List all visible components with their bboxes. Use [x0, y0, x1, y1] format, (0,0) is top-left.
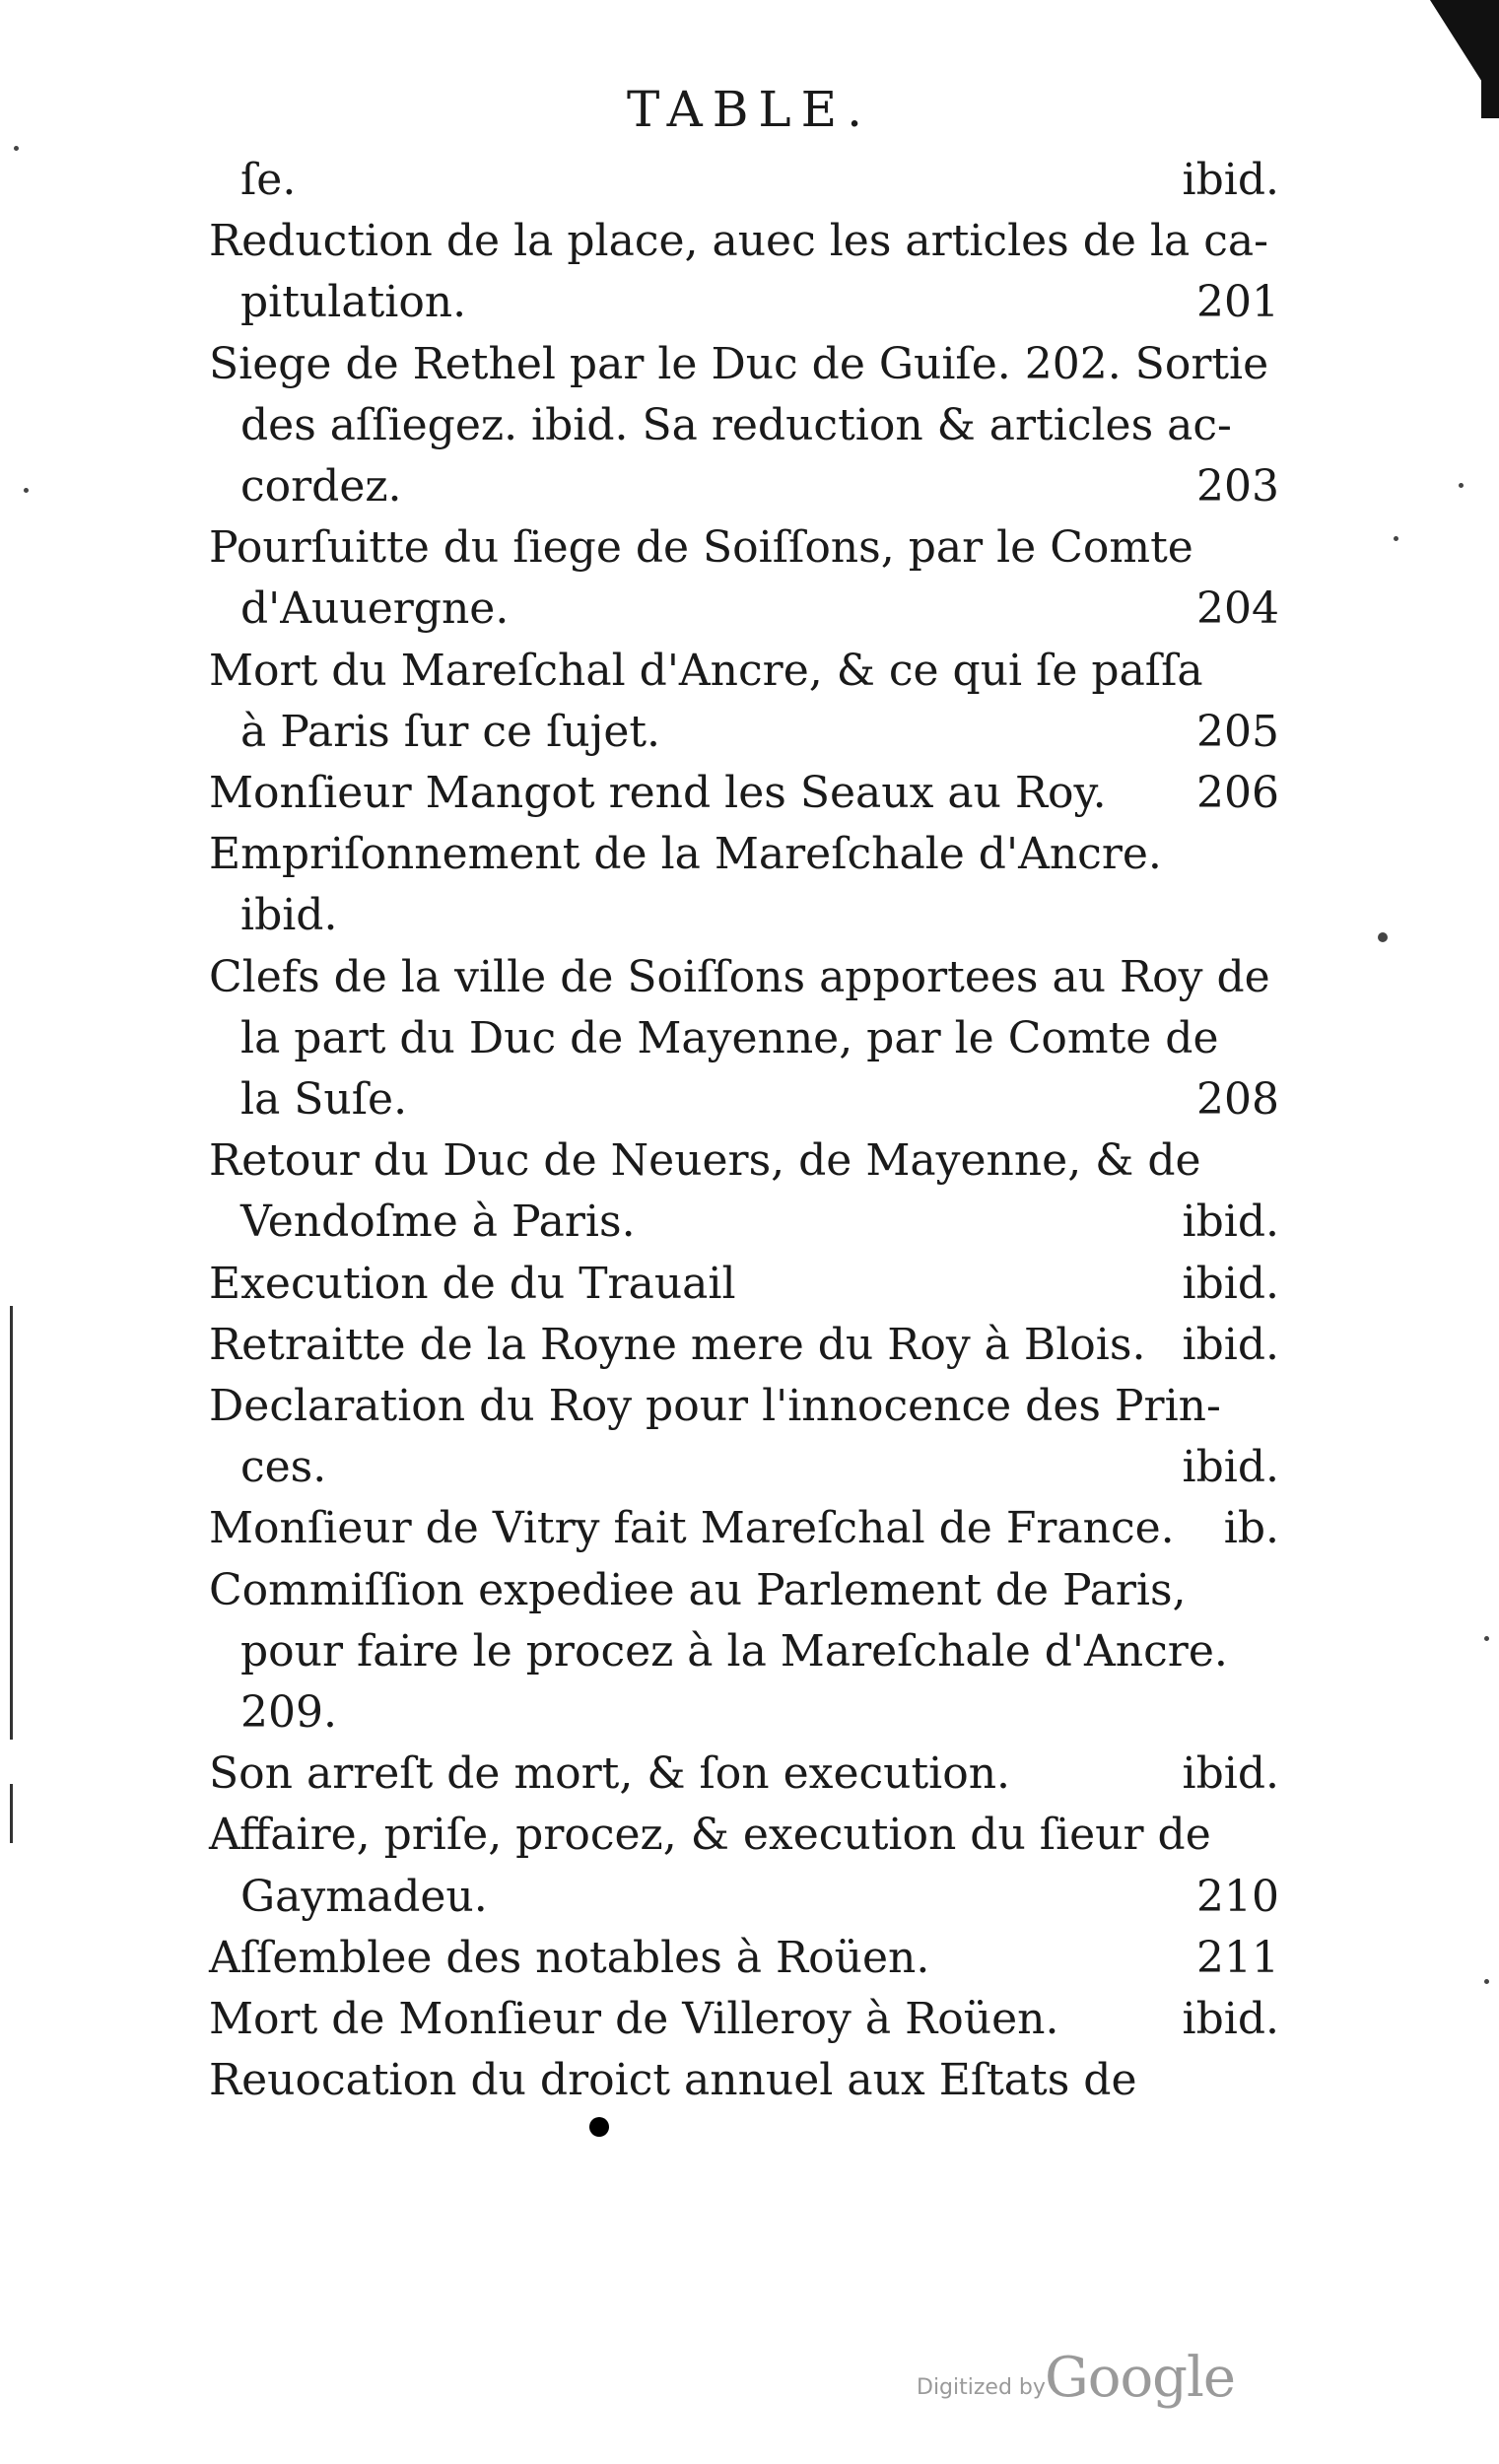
entry-text: ibid.: [240, 890, 338, 940]
entry-text: Siege de Rethel par le Duc de Guiſe. 202. Sortie: [209, 339, 1269, 389]
ink-speck: [1459, 483, 1464, 488]
entry-text: la part du Duc de Mayenne, par le Comte de: [240, 1013, 1219, 1063]
entry-text: Son arreſt de mort, & ſon execution.: [209, 1748, 1011, 1799]
entry-page-ref: ibid.: [1182, 1748, 1279, 1799]
table-line: [209, 1989, 1279, 2050]
table-line: [209, 334, 1279, 395]
entry-text: Declaration du Roy pour l'innocence des Prin-: [209, 1381, 1221, 1431]
entry-text: Monſieur de Vitry fait Mareſchal de France.: [209, 1503, 1175, 1553]
entry-text: Vendoſme à Paris.: [240, 1197, 636, 1247]
table-line: [209, 1744, 1279, 1805]
table-line: [240, 1437, 1279, 1498]
entry-page-ref: 208: [1196, 1074, 1279, 1125]
watermark-brand: Google: [1045, 2346, 1236, 2410]
entry-text: Monſieur Mangot rend les Seaux au Roy.: [209, 768, 1107, 818]
entry-text: ſe.: [240, 155, 297, 205]
entry-text: à Paris ſur ce ſujet.: [240, 707, 661, 757]
watermark-prefix: Digitized by: [917, 2375, 1046, 2400]
table-line: [209, 1376, 1279, 1437]
table-line: [209, 1498, 1279, 1559]
table-line: [209, 1315, 1279, 1376]
table-line: [240, 272, 1279, 333]
entry-text: Retour du Duc de Neuers, de Mayenne, & de: [209, 1135, 1201, 1186]
entry-text: 209.: [240, 1687, 337, 1738]
table-line: [240, 395, 1279, 456]
table-line: [240, 456, 1279, 517]
entry-page-ref: ibid.: [1182, 155, 1279, 205]
entry-text: Reuocation du droict annuel aux Eſtats de: [209, 2055, 1137, 2105]
table-line: [240, 1069, 1279, 1130]
entry-page-ref: 204: [1196, 583, 1279, 634]
entry-page-ref: 211: [1196, 1933, 1279, 1983]
table-line: [209, 1560, 1279, 1621]
ink-dot: [589, 2117, 609, 2137]
entry-text: Mort de Monſieur de Villeroy à Roüen.: [209, 1994, 1059, 2044]
ink-speck: [1484, 1979, 1489, 1984]
table-line: [240, 579, 1279, 640]
entry-text: des aſſiegez. ibid. Sa reduction & articles ac-: [240, 400, 1232, 450]
table-line: [209, 1130, 1279, 1192]
entry-text: Gaymadeu.: [240, 1872, 488, 1922]
table-line: [240, 1867, 1279, 1928]
table-line: [209, 1928, 1279, 1989]
table-line: [240, 885, 1279, 946]
entry-page-ref: 203: [1196, 461, 1279, 512]
entry-page-ref: ib.: [1223, 1503, 1279, 1553]
entry-text: ces.: [240, 1442, 327, 1492]
entry-text: Commiſſion expediee au Parlement de Paris,: [209, 1565, 1187, 1615]
margin-line: [10, 1784, 13, 1843]
entry-text: la Suſe.: [240, 1074, 408, 1125]
table-line: [240, 150, 1279, 211]
ink-speck: [1378, 932, 1388, 942]
entry-text: Aſſemblee des notables à Roüen.: [209, 1933, 930, 1983]
table-line: [240, 1008, 1279, 1069]
entry-text: Retraitte de la Royne mere du Roy à Blois.: [209, 1320, 1146, 1370]
entry-text: Pourſuitte du ſiege de Soiſſons, par le Comte: [209, 522, 1193, 573]
entry-page-ref: ibid.: [1182, 1320, 1279, 1370]
digitization-watermark: [917, 2346, 1236, 2415]
table-line: [209, 641, 1279, 702]
margin-line: [10, 1306, 13, 1740]
ink-speck: [24, 488, 29, 493]
table-line: [209, 763, 1279, 824]
entry-text: pour faire le procez à la Mareſchale d'Ancre.: [240, 1626, 1228, 1677]
entry-text: Empriſonnement de la Mareſchale d'Ancre.: [209, 829, 1162, 879]
table-line: [240, 1192, 1279, 1253]
page-title: TABLE.: [626, 81, 873, 138]
entry-text: Clefs de la ville de Soiſſons apportees au Roy de: [209, 952, 1270, 1002]
table-line: [209, 1805, 1279, 1866]
entry-text: cordez.: [240, 461, 402, 512]
table-line: [209, 2050, 1279, 2111]
table-line: [209, 211, 1279, 272]
entry-page-ref: 205: [1196, 707, 1279, 757]
entry-text: Reduction de la place, auec les articles de la ca-: [209, 216, 1268, 266]
ink-speck: [1484, 1636, 1489, 1641]
entry-text: Execution de du Trauail: [209, 1259, 736, 1309]
entry-page-ref: ibid.: [1182, 1994, 1279, 2044]
ink-speck: [1394, 536, 1398, 541]
entry-text: d'Auuergne.: [240, 583, 510, 634]
entry-page-ref: 201: [1196, 277, 1279, 327]
table-line: [209, 824, 1279, 885]
table-line: [209, 947, 1279, 1008]
table-line: [209, 1254, 1279, 1315]
table-line: [240, 702, 1279, 763]
entry-page-ref: ibid.: [1182, 1442, 1279, 1492]
entry-page-ref: ibid.: [1182, 1197, 1279, 1247]
table-line: [240, 1682, 1279, 1744]
table-line: [209, 517, 1279, 579]
entry-text: Mort du Mareſchal d'Ancre, & ce qui ſe paſſa: [209, 646, 1203, 696]
entry-page-ref: 210: [1196, 1872, 1279, 1922]
entry-page-ref: ibid.: [1182, 1259, 1279, 1309]
table-line: [240, 1621, 1279, 1682]
entry-text: Affaire, priſe, procez, & execution du ſieur de: [209, 1810, 1211, 1860]
ink-speck: [14, 146, 19, 151]
entry-text: pitulation.: [240, 277, 467, 327]
entry-page-ref: 206: [1196, 768, 1279, 818]
